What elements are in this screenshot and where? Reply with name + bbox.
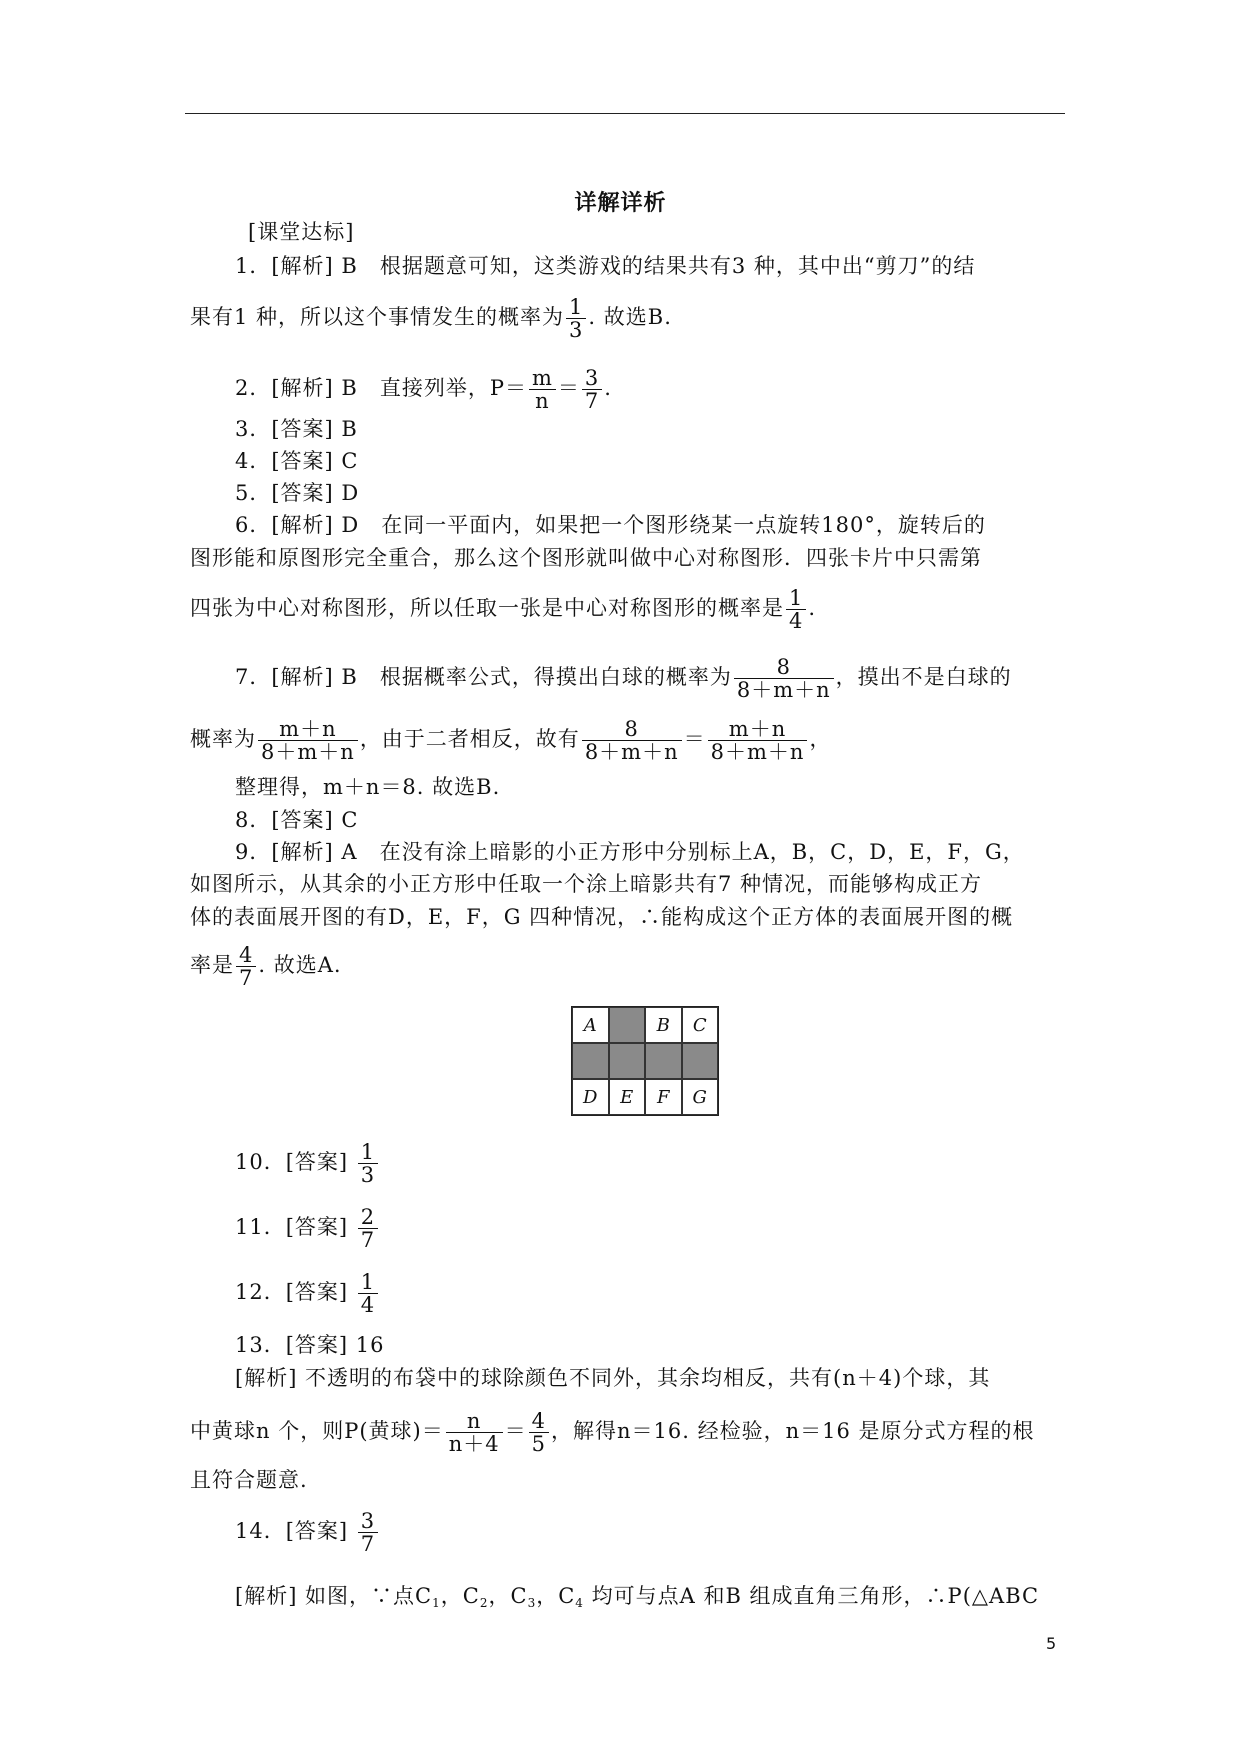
grid-cell-shaded [609,1007,646,1043]
section-heading: [课堂达标] [248,220,355,244]
q10-fraction: $\frac{1}{3}$ [358,1141,378,1186]
grid-cell-b: B [645,1007,682,1043]
header-rule [185,113,1065,114]
page-title: 详解详析 [574,191,667,216]
q9-line3: 体的表面展开图的有D，E，F，G 四种情况，∴能构成这个正方体的表面展开图的概 [190,905,1014,929]
cube-net-figure [571,1006,719,1116]
grid-cell-f: F [645,1079,682,1115]
q6-line1: 6．[解析] D 在同一平面内，如果把一个图形绕某一点旋转180°，旋转后的 [235,513,986,537]
q11-answer: 11．[答案] $\frac{2}{7}$ [235,1206,380,1251]
q6-fraction: $\frac{1}{4}$ [786,587,806,632]
q7-line3: 整理得，m＋n＝8. 故选B. [235,775,501,799]
q7-fraction-2: $\frac{m+n}{8+m+n}$ [258,718,358,763]
q6-line2: 图形能和原图形完全重合，那么这个图形就叫做中心对称图形．四张卡片中只需第 [190,546,982,570]
q9-line4: 率是 $\frac{4}{7}$ . 故选A. [190,943,342,990]
q10-answer: 10．[答案] $\frac{1}{3}$ [235,1141,380,1186]
q13-fraction-2: $\frac{4}{5}$ [529,1410,549,1455]
grid-cell-e: E [609,1079,646,1115]
q5-answer: 5．[答案] D [235,481,360,505]
grid-cell-d: D [572,1079,609,1115]
q12-fraction: $\frac{1}{4}$ [358,1271,378,1316]
q7-fraction-4: $\frac{m+n}{8+m+n}$ [708,718,808,763]
q7-fraction-1: $\frac{8}{8+m+n}$ [734,656,834,701]
grid-cell-shaded [645,1043,682,1079]
q8-answer: 8．[答案] C [235,808,359,832]
page-number: 5 [1046,1634,1057,1653]
q14-fraction: $\frac{3}{7}$ [358,1510,378,1555]
q1-line2: 果有1 种，所以这个事情发生的概率为 $\frac{1}{3}$ . 故选B. [190,295,672,342]
q13-fraction-1: $\frac{n}{n+4}$ [446,1410,503,1455]
grid-cell-shaded [609,1043,646,1079]
q13-line1: [解析] 不透明的布袋中的球除颜色不同外，其余均相反，共有(n＋4)个球，其 [235,1366,991,1390]
q9-fraction: $\frac{4}{7}$ [236,944,256,989]
q9-line2: 如图所示，从其余的小正方形中任取一个涂上暗影共有7 种情况，而能够构成正方 [190,872,983,896]
q13-line3: 且符合题意. [190,1468,308,1492]
q12-answer: 12．[答案] $\frac{1}{4}$ [235,1271,380,1316]
q14-answer: 14．[答案] $\frac{3}{7}$ [235,1510,380,1555]
q4-answer: 4．[答案] C [235,449,359,473]
q2-line: 2．[解析] B 直接列举，P＝ $\frac{m}{n}$ ＝ $\frac{3}{7}$ . [235,366,612,413]
q7-line1: 7．[解析] B 根据概率公式，得摸出白球的概率为 $\frac{8}{8+m+n}$ ，摸出不是白球的 [235,655,1012,702]
q9-line1: 9．[解析] A 在没有涂上暗影的小正方形中分别标上A，B，C，D，E，F，G， [235,840,1025,864]
q3-answer: 3．[答案] B [235,417,358,441]
q1-fraction: $\frac{1}{3}$ [566,296,586,341]
grid-cell-a: A [572,1007,609,1043]
q1-line1: 1．[解析] B 根据题意可知，这类游戏的结果共有3 种，其中出“剪刀”的结 [235,254,976,278]
q6-line3: 四张为中心对称图形，所以任取一张是中心对称图形的概率是 $\frac{1}{4}$ . [190,586,817,633]
grid-cell-c: C [682,1007,719,1043]
grid-cell-shaded [682,1043,719,1079]
q7-fraction-3: $\frac{8}{8+m+n}$ [582,718,682,763]
q11-fraction: $\frac{2}{7}$ [358,1206,378,1251]
grid-cell-shaded [572,1043,609,1079]
grid-cell-g: G [682,1079,719,1115]
q13-line2: 中黄球n 个，则P(黄球)＝ $\frac{n}{n+4}$ ＝ $\frac{4}{5}$ ，解得n＝16. 经检验，n＝16 是原分式方程的根 [190,1409,1035,1456]
q13-answer: 13．[答案] 16 [235,1333,385,1357]
q2-fraction-1: $\frac{m}{n}$ [529,367,556,412]
q2-fraction-2: $\frac{3}{7}$ [582,367,602,412]
q7-line2: 概率为 $\frac{m+n}{8+m+n}$ ，由于二者相反，故有 $\frac{8}{8+m+n}$ ＝ $\frac{m+n}{8+m+n}$ ， [190,717,832,764]
q14-line1: [解析] 如图，∵点$C_1$，$C_2$，$C_3$，$C_4$ 均可与点A 和B 组成直角三角形，∴P(△ABC [235,1584,1040,1610]
